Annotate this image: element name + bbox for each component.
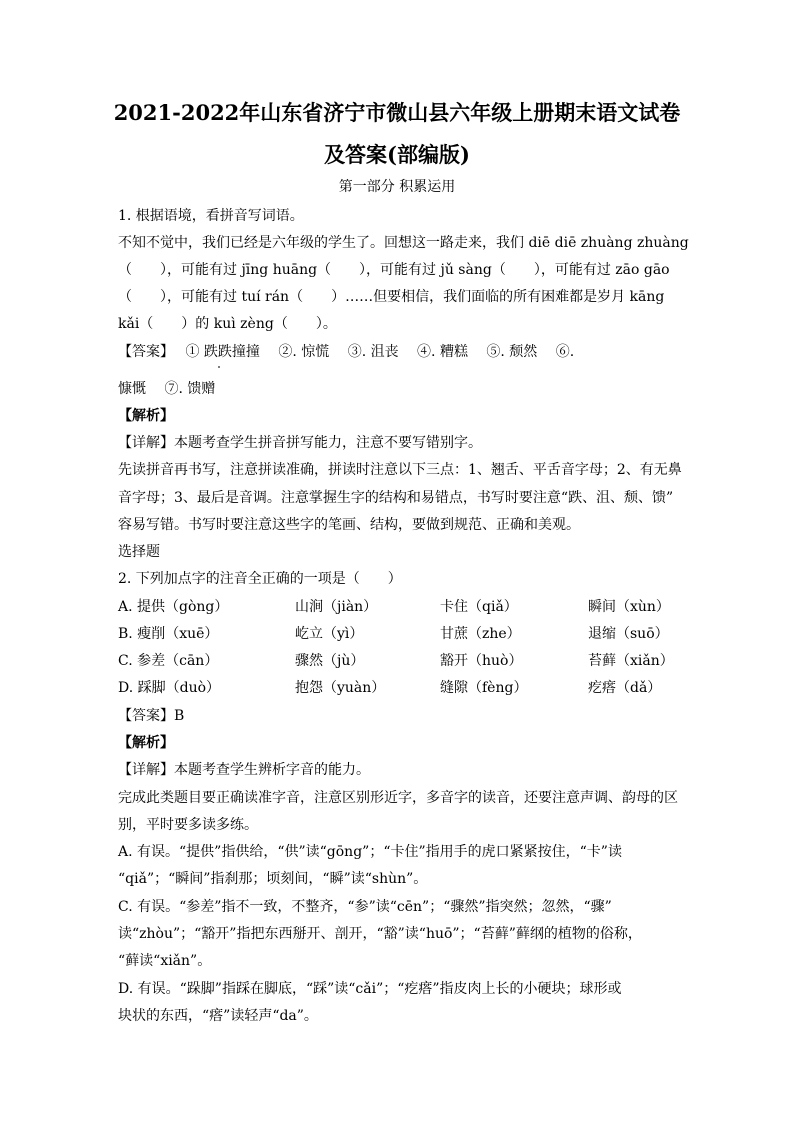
q2-analysis-label: 【解析】	[118, 735, 174, 751]
q2-option-cell: A. 提供（gòng）	[118, 599, 229, 615]
q2-option-cell: 缝隙（fèng）	[440, 680, 528, 696]
document-title-line-1: 2021-2022年山东省济宁市微山县六年级上册期末语文试卷	[113, 100, 681, 125]
q2-detail-line: 读“zhòu”；“豁开”指把东西掰开、剖开，“豁”读“huō”；“苔藓”藓纲的植物的俗称，	[118, 926, 642, 942]
q2-detail-line: 别，平时要多读多练。	[118, 817, 258, 833]
q2-option-cell: 疙瘩（dǎ）	[588, 680, 662, 696]
q2-option-cell: 屹立（yì）	[295, 626, 364, 642]
q2-option-row	[118, 597, 678, 617]
q1-heading: 1. 根据语境，看拼音写词语。	[118, 208, 304, 224]
document-title-line-2: 及答案(部编版)	[324, 142, 470, 167]
q2-option-cell: 瞬间（xùn）	[588, 599, 670, 615]
q2-option-cell: 豁开（huò）	[440, 653, 523, 669]
q2-detail-line: 完成此类题目要正确读准字音，注意区别形近字，多音字的读音，还要注意声调、韵母的区	[118, 790, 678, 806]
q1-text-line: 不知不觉中，我们已经是六年级的学生了。回想这一路走来，我们 diē diē zhuàng zhuàng	[118, 235, 689, 251]
q2-option-row	[118, 678, 678, 698]
q2-detail-line: “藓读“xiǎn”。	[118, 953, 212, 969]
q2-heading: 2. 下列加点字的注音全正确的一项是（ ）	[118, 571, 402, 587]
q2-option-cell: 退缩（suō）	[588, 626, 669, 642]
q2-option-cell: C. 参差（cān）	[118, 653, 219, 669]
choice-section-label: 选择题	[118, 544, 160, 560]
q1-detail-line: 音字母；3、最后是音调。注意掌握生字的结构和易错点，书写时要注意“跌、沮、颓、馈”	[118, 490, 674, 506]
q2-detail-line: 【详解】本题考查学生辨析字音的能力。	[118, 762, 370, 778]
q2-detail-line: A. 有误。“提供”指供给，“供”读“gōng”；“卡住”指用手的虎口紧紧按住，“卡”读	[118, 844, 622, 860]
q2-option-cell: 卡住（qiǎ）	[440, 599, 518, 615]
q2-option-cell: 甘蔗（zhe）	[440, 626, 521, 642]
q2-detail-line: 块状的东西，“瘩”读轻声“da”。	[118, 1008, 318, 1024]
q2-option-cell: 抱怨（yuàn）	[295, 680, 386, 696]
q2-option-cell: 骤然（jù）	[295, 653, 365, 669]
q1-text-line: （ ），可能有过 jīng huāng（ ），可能有过 jǔ sàng（ ），可能有过 zāo gāo	[118, 262, 670, 278]
q2-answer: 【答案】B	[118, 708, 185, 724]
q1-answer-line: 【答案】 ① 跌跌撞撞 ②. 惊慌 ③. 沮丧 ④. 糟糕 ⑤. 颓然 ⑥.	[118, 344, 575, 360]
q2-option-row	[118, 651, 678, 671]
q1-analysis-label: 【解析】	[118, 408, 174, 424]
emphasis-dot	[218, 366, 220, 368]
q2-option-cell: B. 瘦削（xuē）	[118, 626, 219, 642]
section-heading: 第一部分 积累运用	[338, 179, 456, 195]
q1-detail-line: 【详解】本题考查学生拼音拼写能力，注意不要写错别字。	[118, 435, 482, 451]
q2-detail-line: “qiǎ”；“瞬间”指刹那；顷刻间，“瞬”读“shùn”。	[118, 871, 428, 887]
q2-option-row	[118, 624, 678, 644]
q1-detail-line: 先读拼音再书写，注意拼读准确，拼读时注意以下三点：1、翘舌、平舌音字母；2、有无鼻	[118, 462, 682, 478]
q2-detail-line: C. 有误。“参差”指不一致，不整齐，“参”读“cēn”；“骤然”指突然；忽然，“骤”	[118, 899, 612, 915]
q1-detail-line: 容易写错。书写时要注意这些字的笔画、结构，要做到规范、正确和美观。	[118, 517, 580, 533]
q1-text-line: （ ），可能有过 tuí rán（ ）……但要相信，我们面临的所有困难都是岁月 kāng	[118, 289, 665, 305]
q2-option-cell: 山涧（jiàn）	[295, 599, 378, 615]
q2-option-cell: 苔藓（xiǎn）	[588, 653, 674, 669]
q2-detail-line: D. 有误。“跺脚”指踩在脚底，“踩”读“cǎi”；“疙瘩”指皮肉上长的小硬块；球形或	[118, 981, 622, 997]
q1-text-line: kǎi（ ）的 kuì zèng（ ）。	[118, 316, 337, 332]
q2-option-cell: D. 踩脚（duò）	[118, 680, 221, 696]
q1-answer-line: 慷慨 ⑦. 馈赠	[118, 381, 216, 397]
